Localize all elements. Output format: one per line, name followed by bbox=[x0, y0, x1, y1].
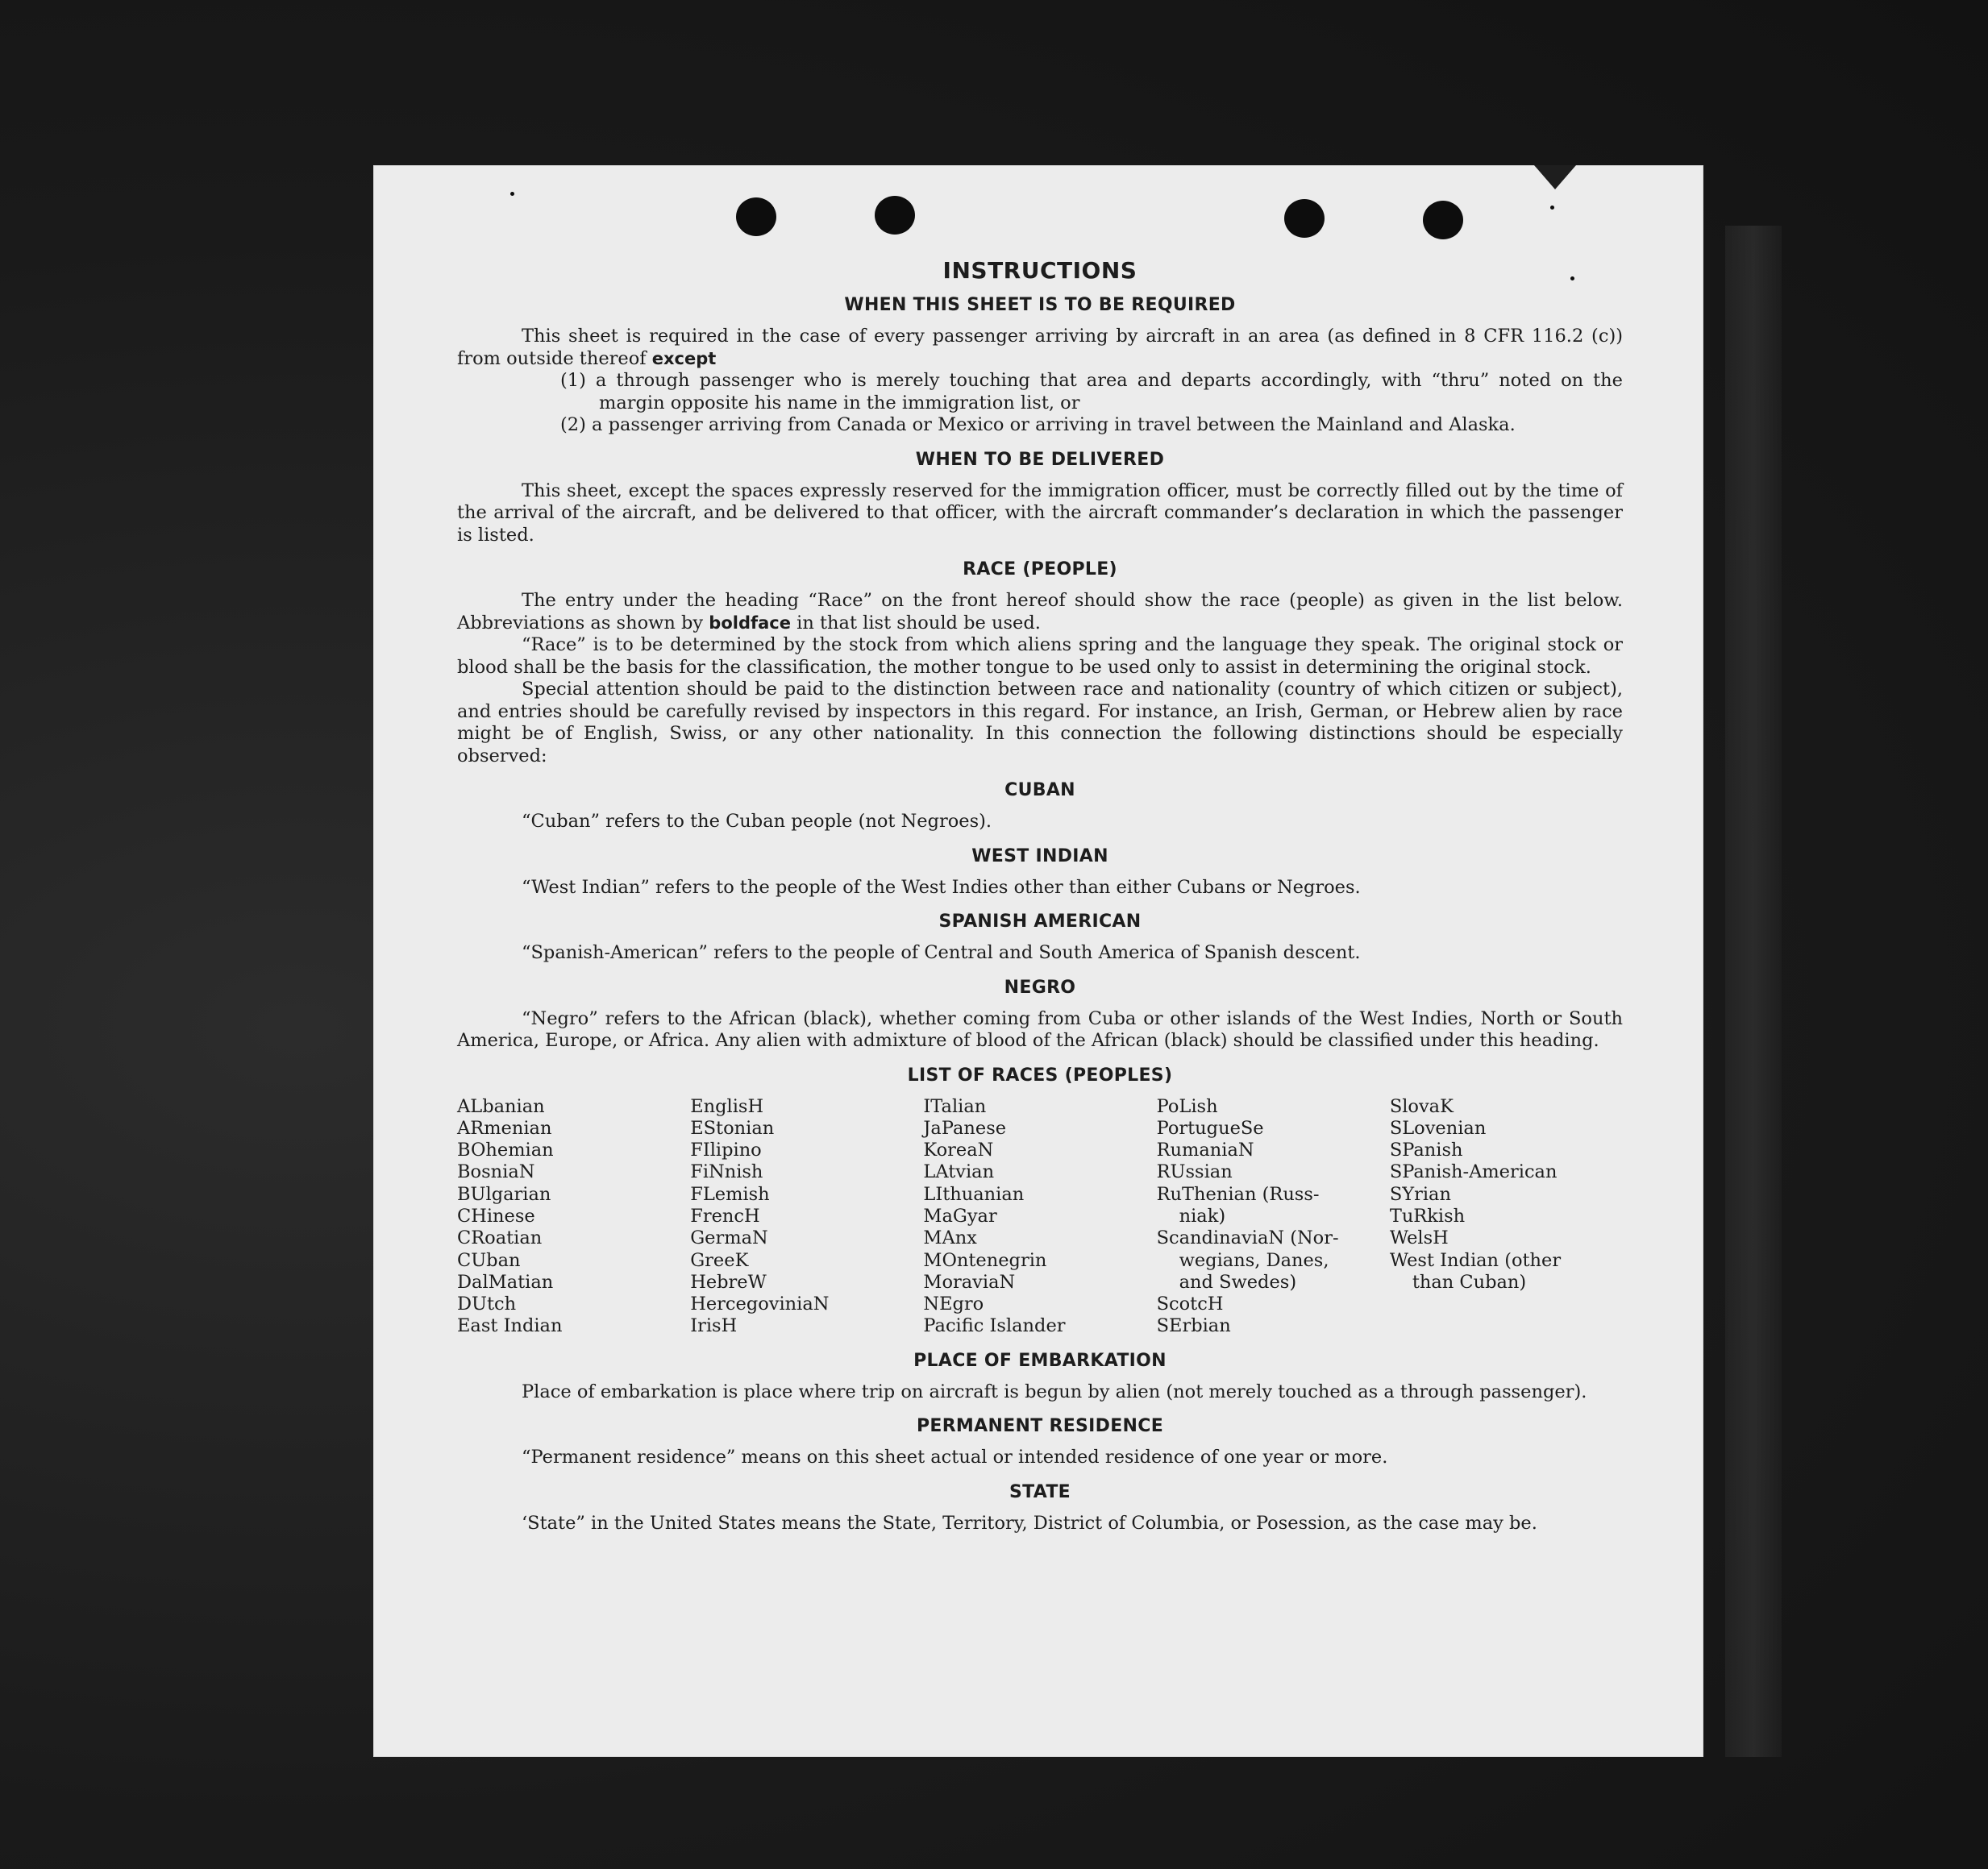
race-entry: PortugueSe bbox=[1156, 1117, 1264, 1139]
race-entry: GermaN bbox=[690, 1227, 768, 1249]
exception-item-1: (1) a through passenger who is merely touching that area and departs accordingly, with “thru” noted on the margin opposite his name in the immigration list, or bbox=[560, 370, 1623, 413]
races-column-2 bbox=[690, 1096, 923, 1338]
negro-text: “Negro” refers to the African (black), whether coming from Cuba or other islands of the West Indies, North or South America, Europe, or Africa. Any alien with admixture of blood of the African (black) should be classified under this heading. bbox=[457, 1007, 1623, 1051]
race-entry: ScotcH bbox=[1156, 1294, 1224, 1315]
race-entry: West Indian (other bbox=[1389, 1249, 1562, 1271]
race-paragraph-1 bbox=[457, 590, 1623, 634]
race-entry: IrisH bbox=[690, 1315, 738, 1337]
race-entry: TuRkish bbox=[1389, 1205, 1466, 1227]
race-entry: FLemish bbox=[690, 1183, 770, 1205]
spanish-american-text: “Spanish-American” refers to the people of Central and South America of Spanish descent. bbox=[522, 942, 1361, 963]
races-column-1 bbox=[457, 1096, 690, 1338]
race-entry: PoLish bbox=[1156, 1095, 1218, 1117]
race-entry: BosniaN bbox=[457, 1161, 535, 1183]
section-heading-spanish-american: SPANISH AMERICAN bbox=[938, 912, 1142, 932]
race-entry: NEgro bbox=[923, 1294, 984, 1315]
race-entry: East Indian bbox=[457, 1315, 563, 1337]
race-paragraph-2: “Race” is to be determined by the stock from which aliens spring and the language they speak. The original stock or blood shall be the basis for the classification, the mother tongue to be used only to assist in determining the original stock. bbox=[457, 634, 1623, 678]
except-bold: except bbox=[651, 348, 717, 368]
race-entry: MaGyar bbox=[923, 1205, 997, 1227]
section-heading-races-list: LIST OF RACES (PEOPLES) bbox=[907, 1065, 1173, 1086]
race-entry: SErbian bbox=[1156, 1315, 1231, 1337]
race-entry: MOntenegrin bbox=[923, 1249, 1047, 1271]
races-column-3 bbox=[923, 1096, 1156, 1338]
instruction-sheet bbox=[373, 165, 1703, 1757]
punch-hole bbox=[1423, 201, 1463, 239]
race-paragraph-3: Special attention should be paid to the distinction between race and nationality (country of which citizen or subject), and entries should be carefully revised by inspectors in this regard. For instance, an Irish, German, or Hebrew alien by race might be of English, Swiss, or any other nationality. In this connection the following distinctions should be especially observed: bbox=[457, 679, 1623, 766]
torn-corner bbox=[1534, 165, 1576, 189]
punch-hole bbox=[736, 197, 776, 236]
race-entry: CRoatian bbox=[457, 1227, 543, 1249]
race-entry-continued: than Cuban) bbox=[1412, 1271, 1527, 1293]
section-heading-race: RACE (PEOPLE) bbox=[963, 559, 1117, 579]
race-entry-continued: and Swedes) bbox=[1179, 1271, 1297, 1293]
race-entry: DUtch bbox=[457, 1294, 517, 1315]
race-entry: BUlgarian bbox=[457, 1183, 551, 1205]
section-heading-negro: NEGRO bbox=[1004, 977, 1076, 998]
race-entry-continued: niak) bbox=[1179, 1205, 1226, 1227]
race-entry: FIlipino bbox=[690, 1140, 762, 1161]
section-heading-delivered: WHEN TO BE DELIVERED bbox=[915, 449, 1165, 470]
race-entry-continued: wegians, Danes, bbox=[1179, 1249, 1329, 1271]
races-list bbox=[457, 1096, 1623, 1338]
film-edge-shadow bbox=[1725, 226, 1782, 1757]
race-entry: KoreaN bbox=[923, 1140, 994, 1161]
race-entry: GreeK bbox=[690, 1249, 749, 1271]
cuban-text: “Cuban” refers to the Cuban people (not Negroes). bbox=[522, 811, 992, 832]
race-entry: SPanish-American bbox=[1389, 1161, 1558, 1183]
punch-hole bbox=[875, 196, 915, 235]
race-entry: ARmenian bbox=[457, 1117, 552, 1139]
race-entry: MAnx bbox=[923, 1227, 977, 1249]
boldface-word: boldface bbox=[709, 613, 791, 633]
delivered-paragraph: This sheet, except the spaces expressly reserved for the immigration officer, must be correctly filled out by the time of the arrival of the aircraft, and be delivered to that officer, with the aircraft commander’s declaration in which the passenger is listed. bbox=[457, 480, 1623, 546]
residence-text: “Permanent residence” means on this sheet actual or intended residence of one year or more. bbox=[522, 1447, 1388, 1468]
race-entry: LAtvian bbox=[923, 1161, 995, 1183]
race-entry: LIthuanian bbox=[923, 1183, 1025, 1205]
section-heading-residence: PERMANENT RESIDENCE bbox=[916, 1416, 1164, 1437]
section-heading-state: STATE bbox=[1009, 1481, 1071, 1502]
section-heading-cuban: CUBAN bbox=[1004, 780, 1075, 800]
speck bbox=[510, 192, 514, 196]
race-entry: FiNnish bbox=[690, 1161, 763, 1183]
race-entry: SPanish bbox=[1389, 1140, 1463, 1161]
races-column-4 bbox=[1157, 1096, 1390, 1338]
race-entry: DalMatian bbox=[457, 1271, 554, 1293]
race-entry: WelsH bbox=[1389, 1227, 1449, 1249]
race-entry: ITalian bbox=[923, 1095, 987, 1117]
race-entry: ScandinaviaN (Nor- bbox=[1156, 1227, 1339, 1249]
west-indian-text: “West Indian” refers to the people of the West Indies other than either Cubans or Negroes. bbox=[522, 876, 1361, 898]
page-title: INSTRUCTIONS bbox=[942, 257, 1137, 284]
race-entry: Pacific Islander bbox=[923, 1315, 1066, 1337]
race-entry: ALbanian bbox=[457, 1095, 545, 1117]
race-entry: HebreW bbox=[690, 1271, 767, 1293]
required-paragraph bbox=[457, 326, 1623, 370]
embarkation-text: Place of embarkation is place where trip on aircraft is begun by alien (not merely touched as a through passenger). bbox=[522, 1381, 1587, 1402]
race-entry: HercegoviniaN bbox=[690, 1294, 830, 1315]
race-entry: CUban bbox=[457, 1249, 521, 1271]
race-entry: BOhemian bbox=[457, 1140, 554, 1161]
race-entry: FrencH bbox=[690, 1205, 760, 1227]
section-heading-west-indian: WEST INDIAN bbox=[971, 845, 1108, 866]
state-text: ‘State” in the United States means the State, Territory, District of Columbia, or Posession, as the case may be. bbox=[522, 1512, 1537, 1534]
race-entry: JaPanese bbox=[923, 1117, 1007, 1139]
section-heading-embarkation: PLACE OF EMBARKATION bbox=[913, 1350, 1167, 1371]
race-entry: EStonian bbox=[690, 1117, 775, 1139]
race-entry: SYrian bbox=[1389, 1183, 1451, 1205]
race-entry: RumaniaN bbox=[1156, 1140, 1254, 1161]
race-p1-text: The entry under the heading “Race” on the front hereof should show the race (people) as given in the list below. Abbreviations as shown by bbox=[457, 590, 1623, 633]
race-entry: SlovaK bbox=[1389, 1095, 1454, 1117]
speck bbox=[1550, 206, 1554, 210]
race-entry: RuThenian (Russ- bbox=[1156, 1183, 1320, 1205]
race-entry: EnglisH bbox=[690, 1095, 764, 1117]
section-heading-required: WHEN THIS SHEET IS TO BE REQUIRED bbox=[844, 295, 1236, 315]
document-body bbox=[457, 258, 1623, 1535]
punch-hole bbox=[1284, 199, 1325, 238]
exception-item-2: (2) a passenger arriving from Canada or Mexico or arriving in travel between the Mainland and Alaska. bbox=[560, 414, 1516, 435]
race-entry: CHinese bbox=[457, 1205, 535, 1227]
race-entry: SLovenian bbox=[1389, 1117, 1487, 1139]
race-entry: RUssian bbox=[1156, 1161, 1233, 1183]
required-text: This sheet is required in the case of every passenger arriving by aircraft in an area (as defined in 8 CFR 116.2 (c)) from outside thereof bbox=[457, 326, 1623, 369]
races-column-5 bbox=[1390, 1096, 1623, 1338]
race-p1-tail: in that list should be used. bbox=[796, 612, 1041, 633]
race-entry: MoraviaN bbox=[923, 1271, 1016, 1293]
